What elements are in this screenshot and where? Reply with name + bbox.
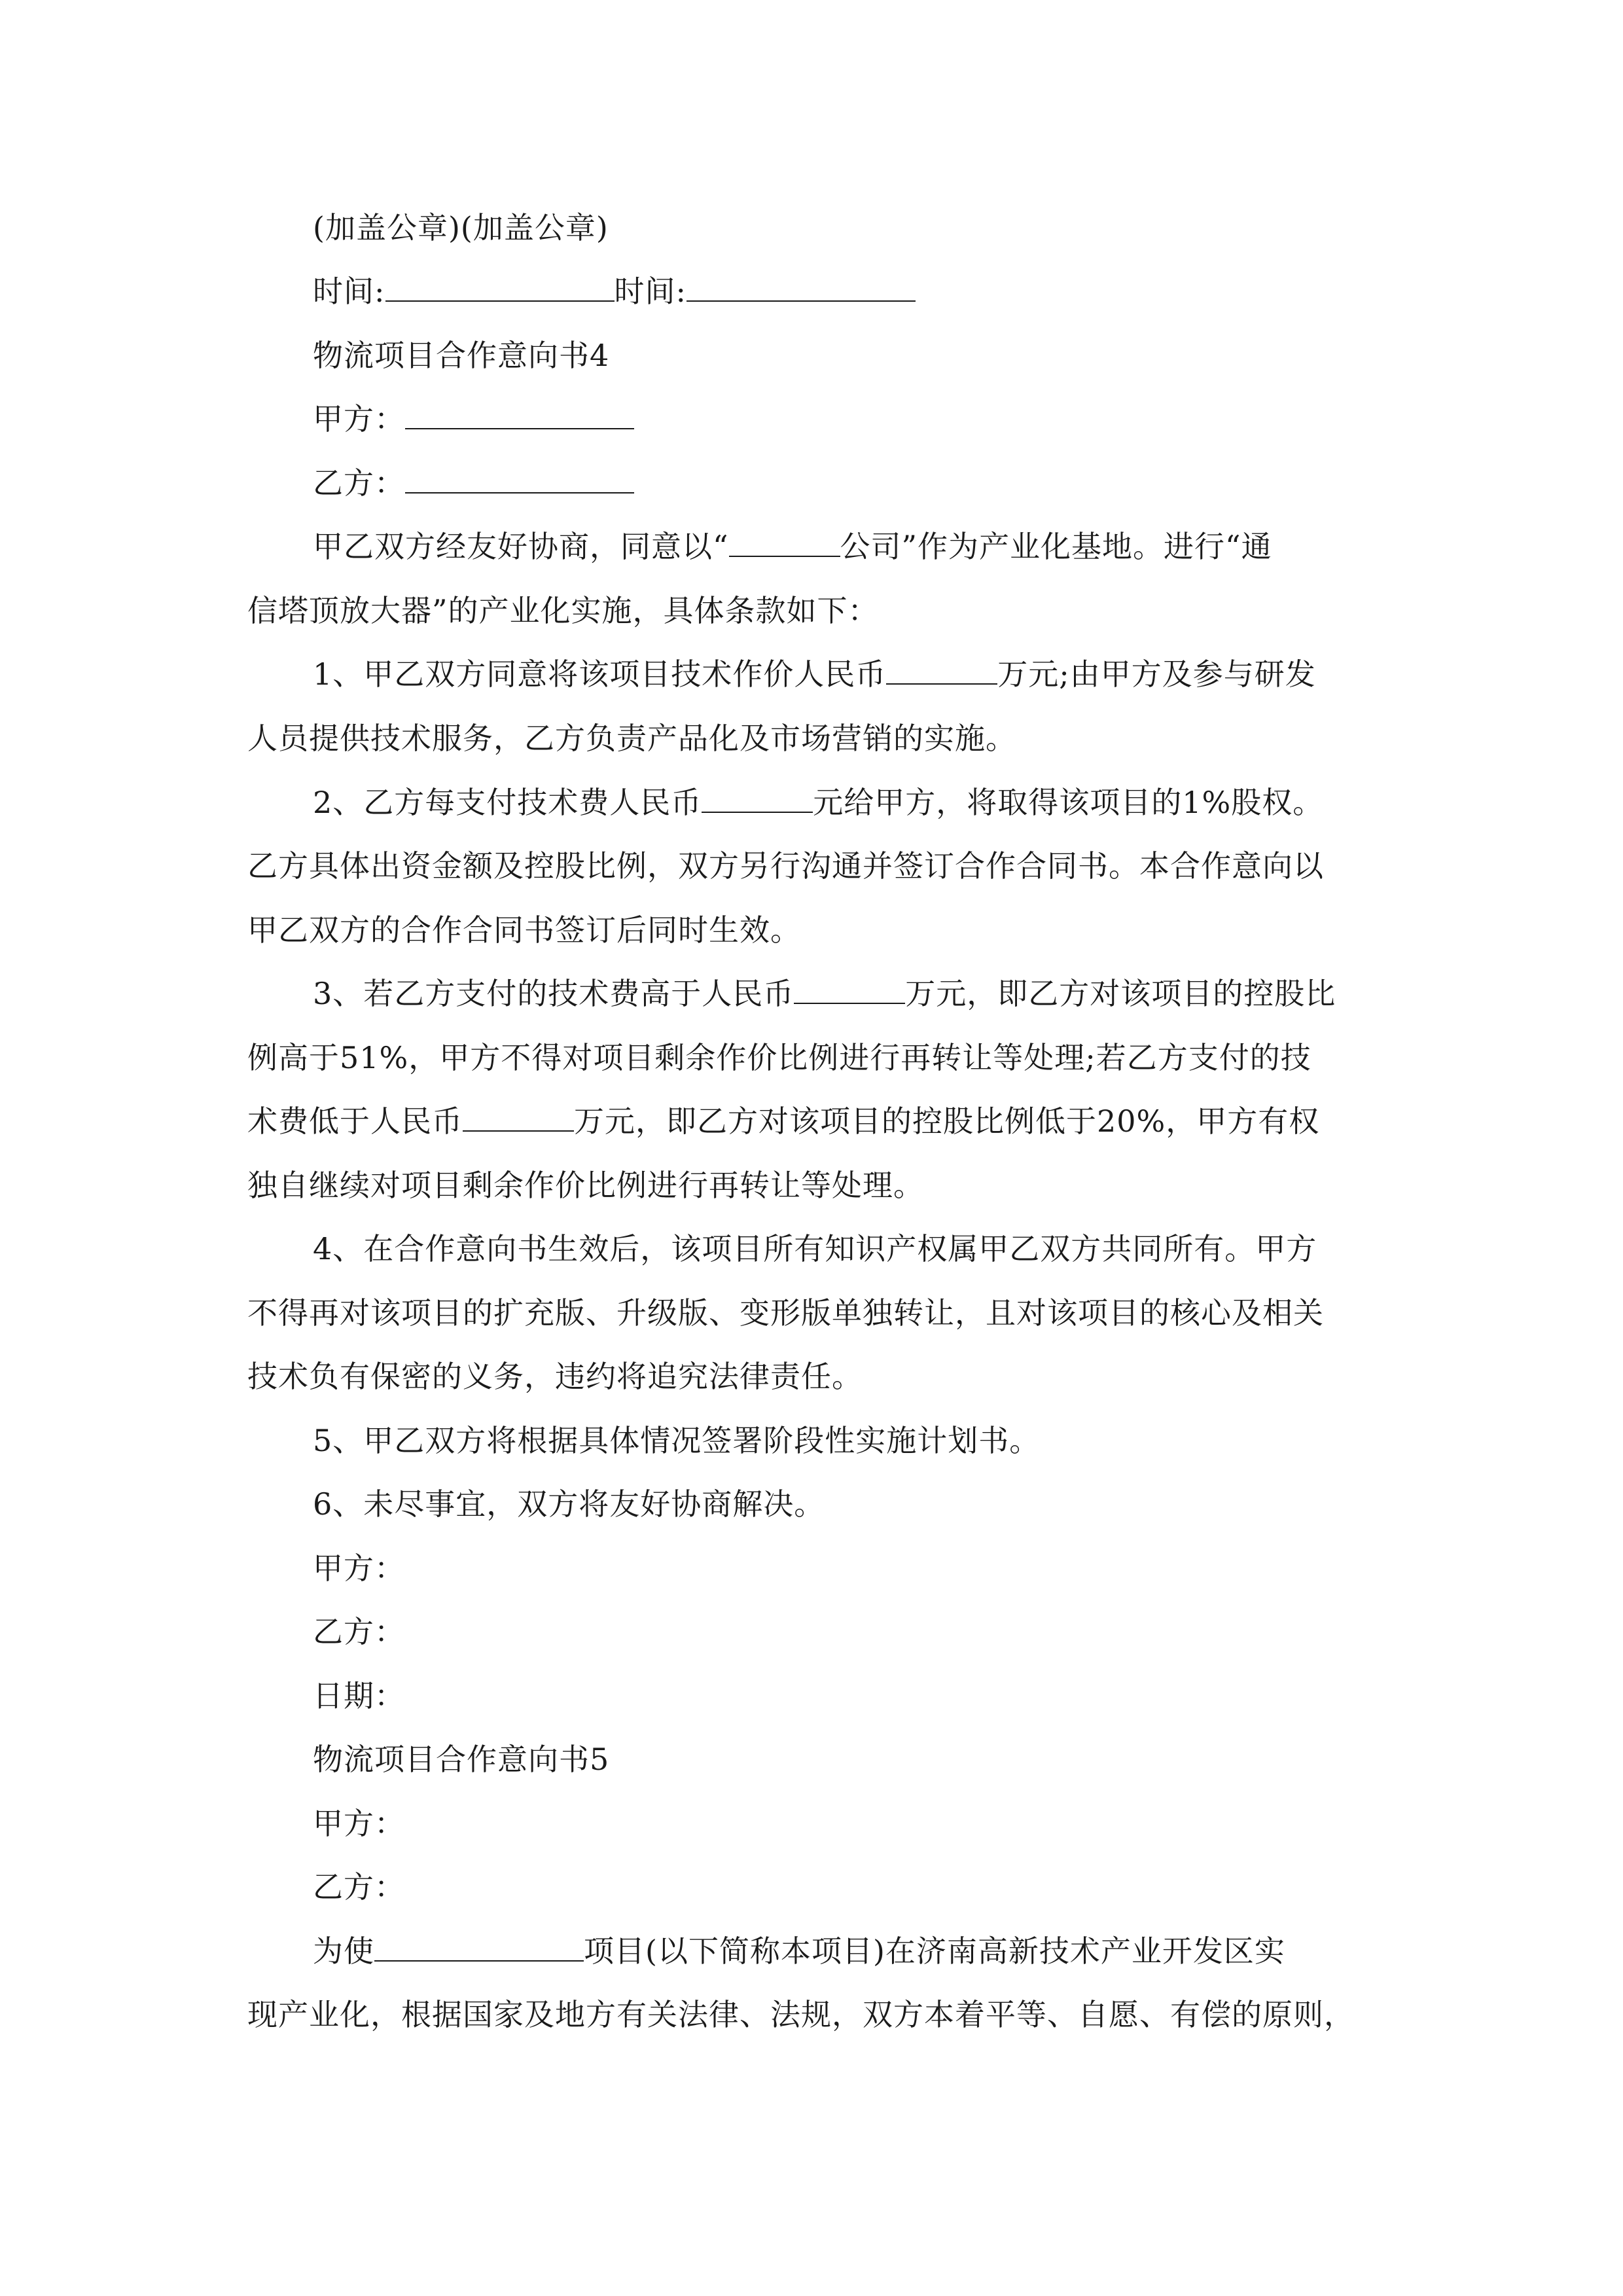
title-text: 物流项目合作意向书5 [313,1742,610,1777]
party-b-line [313,463,1445,503]
amount-blank [886,655,997,685]
item-3 [313,974,1445,1013]
time-line [313,272,1445,311]
item-4 [313,1229,1445,1268]
item-text: 例高于51%，甲方不得对项目剩余作价比例进行再转让等处理;若乙方支付的技 [247,1040,1311,1075]
intro-text: 信塔顶放大器”的产业化实施，具体条款如下： [247,593,879,628]
intro5-line [247,1995,1380,2034]
item-4 [247,1293,1380,1333]
item-text: 4、在合作意向书生效后，该项目所有知识产权属甲乙双方共同所有。甲方 [313,1231,1317,1266]
seal-text: (加盖公章)(加盖公章) [313,210,609,245]
signature-party-b [313,1612,1445,1651]
section-title [313,1740,1445,1779]
section-title [313,336,1445,375]
item-text: 人员提供技术服务，乙方负责产品化及市场营销的实施。 [247,721,1016,756]
sign-label: 日期： [313,1678,405,1713]
item-text: 技术负有保密的义务，违约将追究法律责任。 [247,1359,863,1394]
sign-label: 甲方： [313,1551,405,1586]
item-text: 2、乙方每支付技术费人民币 [313,785,702,820]
item-text: 万元;由甲方及参与研发 [997,656,1316,692]
item-text: 5、甲乙双方将根据具体情况签署阶段性实施计划书。 [313,1423,1041,1458]
item-text: 乙方具体出资金额及控股比例，双方另行沟通并签订合作合同书。本合作意向以 [247,848,1324,884]
party-b-blank [405,463,634,493]
project-blank [374,1931,584,1962]
intro-line [247,591,1380,630]
item-text: 万元，即乙方对该项目的控股比 [905,976,1336,1011]
item-text: 独自继续对项目剩余作价比例进行再转让等处理。 [247,1168,924,1203]
item-text: 3、若乙方支付的技术费高于人民币 [313,976,794,1011]
intro-text: 为使 [313,1933,374,1969]
time-label: 时间: [313,274,385,309]
party-a-blank [405,399,634,429]
title-text: 物流项目合作意向书4 [313,338,610,373]
item-text: 6、未尽事宜，双方将友好协商解决。 [313,1486,825,1522]
amount-blank [702,783,813,813]
intro-text: 公司”作为产业化基地。进行“通 [840,529,1272,564]
company-blank [729,527,840,557]
item-6 [313,1484,1445,1524]
party-a-line [313,1804,1445,1843]
item-3 [247,1102,1380,1141]
item-text: 术费低于人民币 [247,1103,463,1139]
party-b-line [313,1867,1445,1907]
signature-party-a [313,1549,1445,1588]
party-b-label: 乙方： [313,465,405,501]
item-text: 元给甲方，将取得该项目的1%股权。 [813,785,1324,820]
party-b-label: 乙方： [313,1869,405,1905]
item-2 [313,783,1445,822]
amount-blank [463,1102,574,1132]
party-a-label: 甲方： [313,401,405,437]
item-2 [247,846,1380,886]
item-2 [247,910,1380,950]
intro-line [313,527,1380,566]
item-text: 万元，即乙方对该项目的控股比例低于20%，甲方有权 [574,1103,1320,1139]
intro-text: 现产业化，根据国家及地方有关法律、法规，双方本着平等、自愿、有偿的原则， [247,1997,1355,2032]
item-3 [247,1166,1380,1205]
signature-date [313,1676,1445,1715]
intro5-line [313,1931,1445,1971]
party-a-line [313,399,1445,439]
item-1 [247,719,1380,758]
time-blank [687,272,916,302]
item-4 [247,1357,1380,1396]
party-a-label: 甲方： [313,1806,405,1841]
intro-text: 项目(以下简称本项目)在济南高新技术产业开发区实 [584,1933,1285,1969]
item-text: 不得再对该项目的扩充版、升级版、变形版单独转让，且对该项目的核心及相关 [247,1295,1324,1331]
seal-line [313,208,1445,247]
item-1 [313,655,1445,694]
sign-label: 乙方： [313,1614,405,1649]
time-label: 时间: [614,274,687,309]
item-5 [313,1421,1445,1460]
item-text: 1、甲乙双方同意将该项目技术作价人民币 [313,656,887,692]
item-3 [247,1038,1380,1077]
intro-text: 甲乙双方经友好协商，同意以“ [313,529,729,564]
time-blank [385,272,615,302]
amount-blank [794,974,905,1004]
item-text: 甲乙双方的合作合同书签订后同时生效。 [247,912,801,948]
